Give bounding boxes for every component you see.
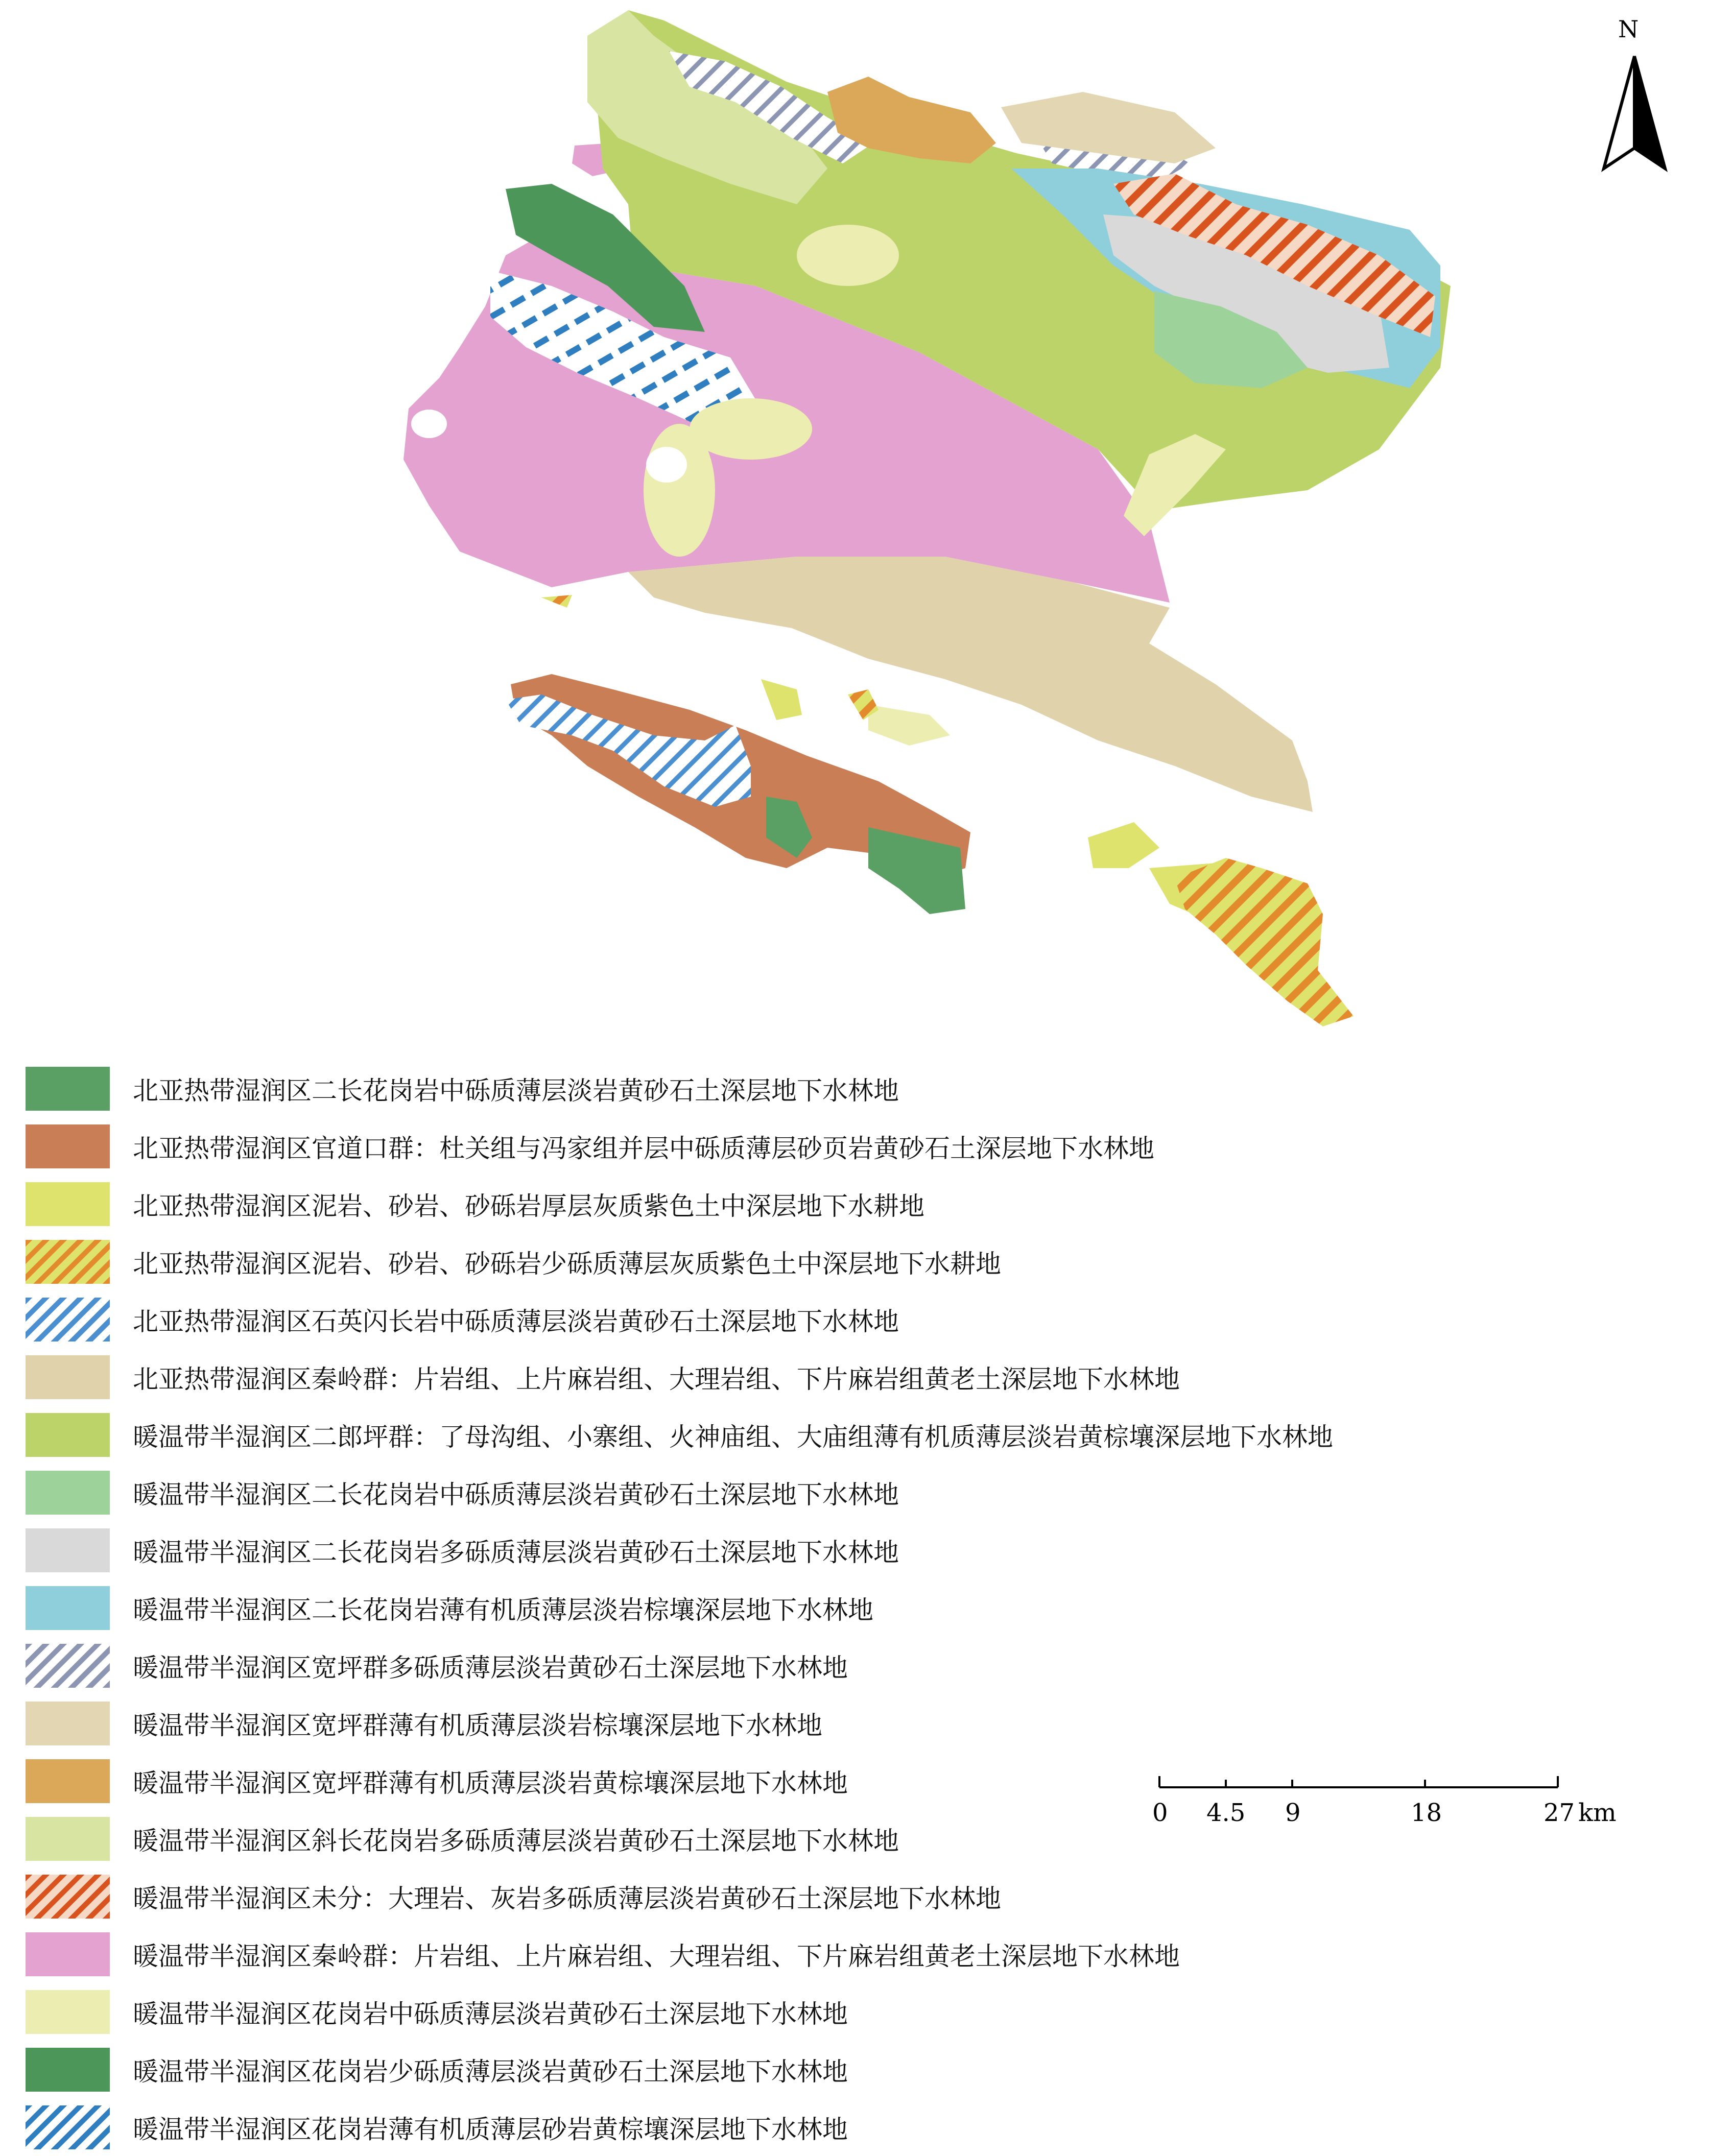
legend-swatch	[26, 1298, 110, 1341]
legend-label: 暖温带半湿润区花岗岩薄有机质薄层砂岩黄棕壤深层地下水林地	[133, 2114, 848, 2144]
legend-item	[26, 2098, 1405, 2156]
map-canvas	[0, 0, 1709, 1026]
map-hole-1	[646, 447, 687, 483]
legend-label: 暖温带半湿润区未分：大理岩、灰岩多砾质薄层淡岩黄砂石土深层地下水林地	[133, 1883, 1001, 1913]
legend-item	[26, 1175, 1405, 1233]
scale-tick-4: 27	[1544, 1799, 1575, 1827]
legend-swatch	[26, 1586, 110, 1630]
legend-label: 北亚热带湿润区泥岩、砂岩、砂砾岩少砾质薄层灰质紫色土中深层地下水耕地	[133, 1249, 1001, 1279]
map-region-yellowgreen-2	[868, 705, 950, 746]
scale-tick-1: 4.5	[1206, 1799, 1246, 1827]
scale-tick-2: 9	[1285, 1799, 1301, 1827]
legend-item	[26, 1579, 1405, 1637]
legend-swatch	[26, 1990, 110, 2034]
legend-item	[26, 1925, 1405, 1983]
scale-bar	[1144, 1767, 1617, 1828]
legend-item	[26, 1521, 1405, 1579]
legend-label: 北亚热带湿润区泥岩、砂岩、砂砾岩厚层灰质紫色土中深层地下水耕地	[133, 1191, 924, 1221]
scale-bar-graphic	[1144, 1767, 1604, 1798]
legend-label: 暖温带半湿润区宽坪群多砾质薄层淡岩黄砂石土深层地下水林地	[133, 1652, 848, 1683]
legend-swatch	[26, 1471, 110, 1515]
scale-tick-0: 0	[1152, 1799, 1168, 1827]
legend-label: 暖温带半湿润区秦岭群：片岩组、上片麻岩组、大理岩组、下片麻岩组黄老土深层地下水林地	[133, 1941, 1180, 1971]
legend-swatch	[26, 1355, 110, 1399]
legend-swatch	[26, 1413, 110, 1457]
legend-label: 暖温带半湿润区花岗岩中砾质薄层淡岩黄砂石土深层地下水林地	[133, 1999, 848, 2029]
legend-item	[26, 1464, 1405, 1521]
legend-label: 北亚热带湿润区石英闪长岩中砾质薄层淡岩黄砂石土深层地下水林地	[133, 1306, 899, 1336]
legend-label: 暖温带半湿润区宽坪群薄有机质薄层淡岩棕壤深层地下水林地	[133, 1710, 822, 1740]
legend-label: 暖温带半湿润区花岗岩少砾质薄层淡岩黄砂石土深层地下水林地	[133, 2056, 848, 2087]
map-region-paleyellow-3	[644, 424, 715, 557]
legend-swatch	[26, 1240, 110, 1284]
legend-label: 北亚热带湿润区二长花岗岩中砾质薄层淡岩黄砂石土深层地下水林地	[133, 1075, 899, 1106]
map-region-orange-hatch-3	[541, 595, 572, 608]
map-region-orange-hatch	[1175, 858, 1354, 1026]
legend-swatch	[26, 1644, 110, 1688]
legend-swatch	[26, 1702, 110, 1745]
legend-label: 暖温带半湿润区二郎坪群：了母沟组、小寨组、火神庙组、大庙组薄有机质薄层淡岩黄棕壤深层地下水林地	[133, 1422, 1333, 1452]
legend-item	[26, 1983, 1405, 2041]
legend-item	[26, 1406, 1405, 1464]
scale-tick-3: 18	[1411, 1799, 1442, 1827]
map-polygons	[403, 10, 1451, 1026]
legend-label: 暖温带半湿润区二长花岗岩多砾质薄层淡岩黄砂石土深层地下水林地	[133, 1537, 899, 1567]
map-region-yellowgreen-3	[1088, 822, 1159, 868]
map-region-paleyellow-1	[797, 225, 899, 286]
legend-item	[26, 1348, 1405, 1406]
legend-swatch	[26, 1124, 110, 1168]
legend-item	[26, 2041, 1405, 2098]
legend-swatch	[26, 1182, 110, 1226]
legend-swatch	[26, 1875, 110, 1919]
legend-label: 暖温带半湿润区二长花岗岩中砾质薄层淡岩黄砂石土深层地下水林地	[133, 1479, 899, 1510]
legend-swatch	[26, 1932, 110, 1976]
legend-swatch	[26, 2105, 110, 2149]
legend-item	[26, 1637, 1405, 1694]
legend-label: 暖温带半湿润区二长花岗岩薄有机质薄层淡岩棕壤深层地下水林地	[133, 1595, 873, 1625]
legend-swatch	[26, 2048, 110, 2092]
legend-item	[26, 1117, 1405, 1175]
legend-swatch	[26, 1759, 110, 1803]
legend-label: 暖温带半湿润区斜长花岗岩多砾质薄层淡岩黄砂石土深层地下水林地	[133, 1826, 899, 1856]
legend-item	[26, 1694, 1405, 1752]
legend-item	[26, 1867, 1405, 1925]
legend-label: 暖温带半湿润区宽坪群薄有机质薄层淡岩黄棕壤深层地下水林地	[133, 1768, 848, 1798]
scale-unit: km	[1578, 1799, 1617, 1827]
legend-item	[26, 1233, 1405, 1290]
map-region-yellowgreen-1	[761, 679, 802, 720]
legend-swatch	[26, 1817, 110, 1861]
legend-label: 北亚热带湿润区官道口群：杜关组与冯家组并层中砾质薄层砂页岩黄砂石土深层地下水林地	[133, 1133, 1154, 1163]
legend-item	[26, 1060, 1405, 1117]
legend-item	[26, 1290, 1405, 1348]
map-hole-2	[411, 410, 447, 438]
legend-label: 北亚热带湿润区秦岭群：片岩组、上片麻岩组、大理岩组、下片麻岩组黄老土深层地下水林地	[133, 1364, 1180, 1394]
north-label: N	[1618, 15, 1639, 43]
map-region-beige-top	[1001, 92, 1216, 163]
legend-swatch	[26, 1067, 110, 1111]
north-arrow-icon	[1594, 15, 1675, 179]
legend	[26, 1060, 1405, 2156]
legend-swatch	[26, 1528, 110, 1572]
